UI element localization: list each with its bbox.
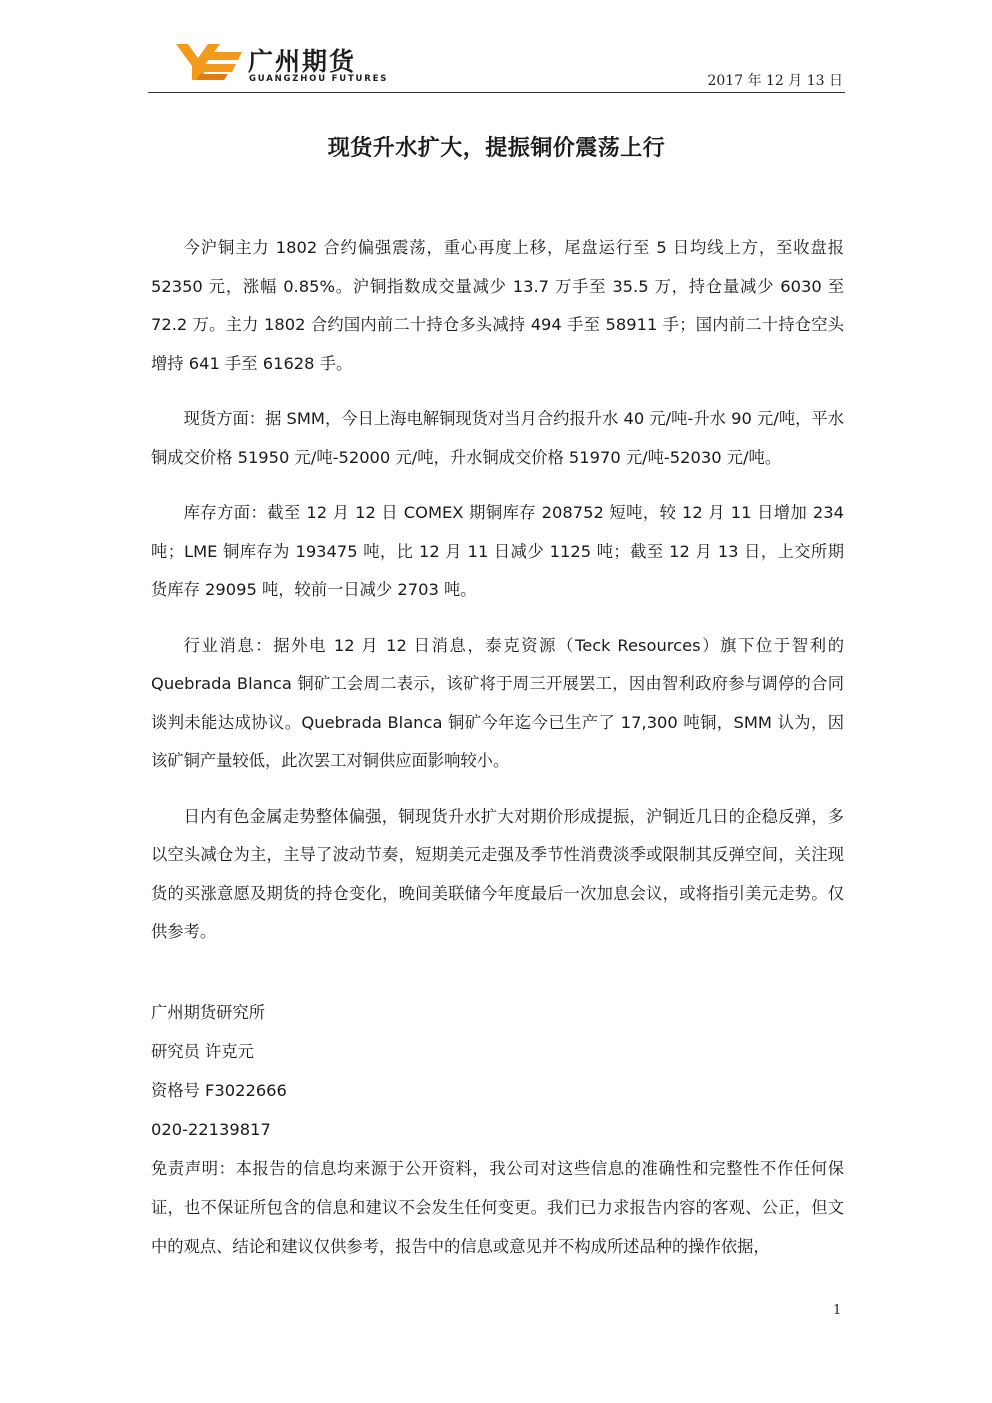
logo-company-name: 广州期货	[248, 47, 357, 76]
paragraph-industry-news: 行业消息：据外电 12 月 12 日消息，泰克资源（Teck Resources）旗下位于智利的 Quebrada Blanca 铜矿工会周二表示，该矿将于周三开展罢工，因由智利政府参与调停的合同谈判未能达成协议。Quebrada Blanca 铜矿今年迄今已生产了 17,300 吨铜，SMM 认为，因该矿铜产量较低，此次罢工对铜供应面影响较小。	[151, 635, 844, 770]
disclaimer-text: 免责声明：本报告的信息均来源于公开资料，我公司对这些信息的准确性和完整性不作任何保证，也不保证所包含的信息和建议不会发生任何变更。我们已力求报告内容的客观、公正，但文中的观点、结论和建议仅供参考，报告中的信息或意见并不构成所述品种的操作依据，	[151, 1159, 844, 1256]
paragraph-outlook: 日内有色金属走势整体偏强，铜现货升水扩大对期价形成提振，沪铜近几日的企稳反弹，多以空头减仓为主，主导了波动节奏，短期美元走强及季节性消费淡季或限制其反弹空间，关注现货的买涨意愿及期货的持仓变化，晚间美联储今年度最后一次加息会议，或将指引美元走势。仅供参考。	[151, 806, 844, 941]
header-divider	[148, 92, 845, 93]
paragraph-inventory: 库存方面：截至 12 月 12 日 COMEX 期铜库存 208752 短吨，较 12 月 11 日增加 234 吨；LME 铜库存为 193475 吨，比 12 月 11 日减少 1125 吨；截至 12 月 13 日，上交所期货库存 29095 吨，较前一日减少 2703 吨。	[151, 503, 844, 599]
report-body	[151, 229, 844, 952]
report-title: 现货升水扩大，提振铜价震荡上行	[327, 136, 666, 161]
page-header	[148, 34, 845, 94]
researcher-name: 研究员 许克元	[151, 1042, 254, 1061]
phone-number: 020-22139817	[151, 1120, 271, 1139]
page-number: 1	[833, 1303, 842, 1318]
logo-mark-icon	[174, 40, 244, 84]
institute-name: 广州期货研究所	[151, 1003, 265, 1022]
report-date: 2017 年 12 月 13 日	[707, 73, 843, 89]
paragraph-market-summary: 今沪铜主力 1802 合约偏强震荡，重心再度上移，尾盘运行至 5 日均线上方，至收盘报 52350 元，涨幅 0.85%。沪铜指数成交量减少 13.7 万手至 35.5 万，持仓量减少 6030 至 72.2 万。主力 1802 合约国内前二十持仓多头减持 494 手至 58911 手；国内前二十持仓空头增持 641 手至 61628 手。	[151, 238, 844, 373]
signature-block	[151, 993, 844, 1266]
logo-company-name-en: GUANGZHOU FUTURES	[249, 74, 389, 84]
license-number: 资格号 F3022666	[151, 1081, 287, 1100]
paragraph-spot: 现货方面：据 SMM，今日上海电解铜现货对当月合约报升水 40 元/吨-升水 90 元/吨，平水铜成交价格 51950 元/吨-52000 元/吨，升水铜成交价格 51970 元/吨-52030 元/吨。	[151, 409, 844, 467]
company-logo	[174, 40, 389, 90]
